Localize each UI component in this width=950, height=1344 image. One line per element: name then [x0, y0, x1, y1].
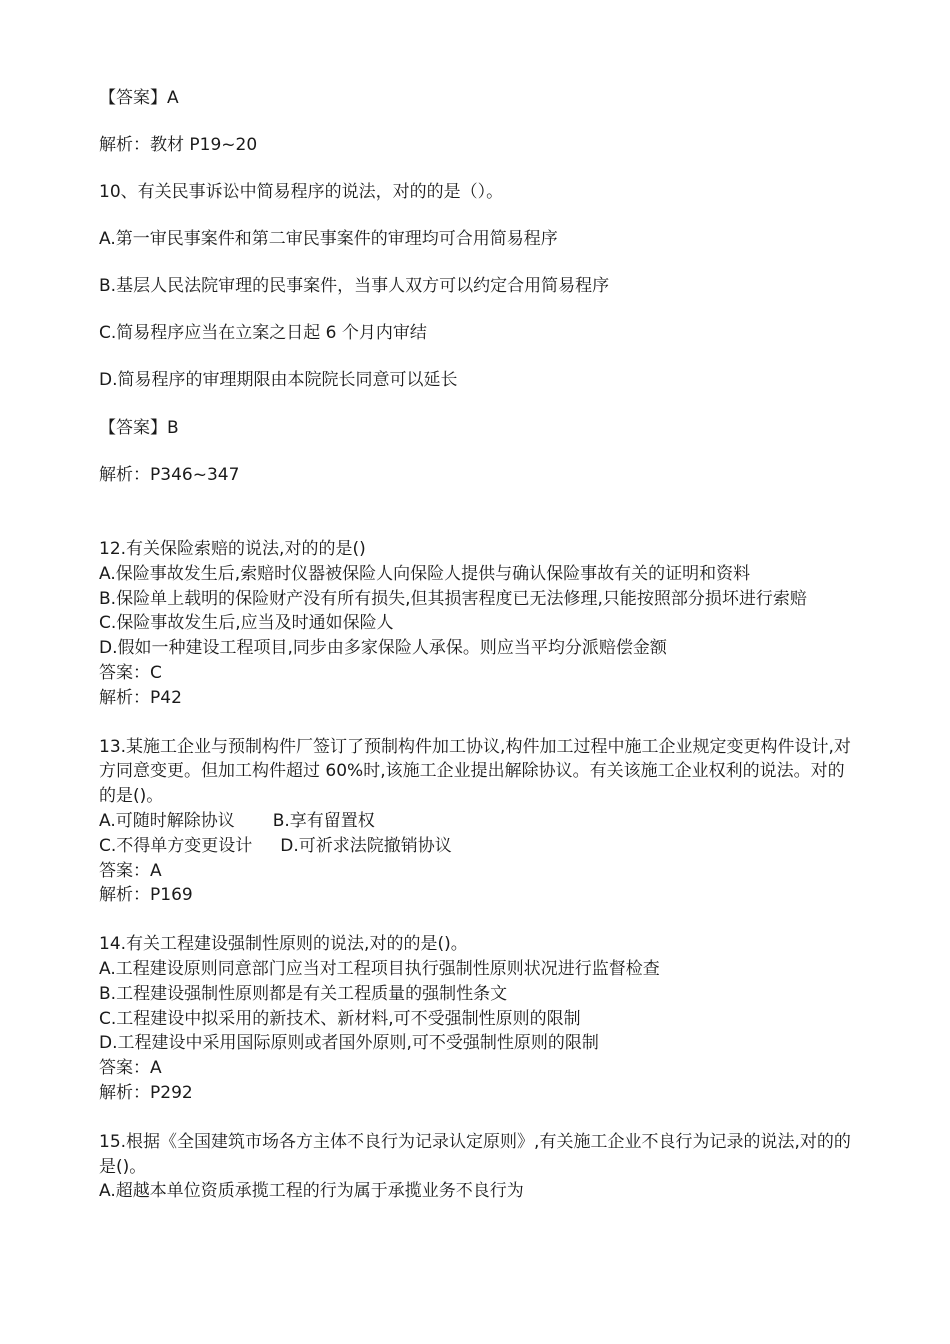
question-13-options-row-2 — [99, 834, 859, 859]
questions-section — [99, 537, 859, 1228]
answer-label: 【答案】A — [99, 88, 179, 108]
question-12-option-c: C.保险事故发生后,应当及时通如保险人 — [99, 613, 394, 634]
question-10-analysis: 解析：P346~347 — [99, 465, 240, 485]
question-13-option-d: D.可祈求法院撤销协议 — [280, 835, 452, 856]
question-14-option-c: C.工程建设中拟采用的新技术、新材料,可不受强制性原则的限制 — [99, 1008, 581, 1029]
question-13-analysis: 解析：P169 — [99, 885, 193, 906]
question-12-answer: 答案：C — [99, 662, 162, 683]
question-13 — [99, 735, 859, 909]
question-12-option-a: A.保险事故发生后,索赔时仪器被保险人向保险人提供与确认保险事故有关的证明和资料 — [99, 563, 751, 584]
question-14 — [99, 932, 859, 1106]
question-12-analysis: 解析：P42 — [99, 687, 182, 708]
question-14-analysis: 解析：P292 — [99, 1082, 193, 1103]
question-13-options-row-1 — [99, 809, 859, 834]
question-14-option-d: D.工程建设中采用国际原则或者国外原则,可不受强制性原则的限制 — [99, 1033, 599, 1054]
question-14-option-b: B.工程建设强制性原则都是有关工程质量的强制性条文 — [99, 983, 508, 1004]
question-13-answer: 答案：A — [99, 860, 162, 881]
question-14-stem: 14.有关工程建设强制性原则的说法,对的的是()。 — [99, 934, 468, 955]
question-13-option-a: A.可随时解除协议 — [99, 810, 235, 831]
question-10-option-c: C.简易程序应当在立案之日起 6 个月内审结 — [99, 323, 427, 343]
question-10-option-a: A.第一审民事案件和第二审民事案件的审理均可合用简易程序 — [99, 229, 558, 249]
question-15-stem: 15.根据《全国建筑市场各方主体不良行为记录认定原则》,有关施工企业不良行为记录的说法,对的的是()。 — [99, 1131, 851, 1177]
question-14-option-a: A.工程建设原则同意部门应当对工程项目执行强制性原则状况进行监督检查 — [99, 958, 660, 979]
question-10-stem: 10、有关民事诉讼中简易程序的说法，对的的是（）。 — [99, 182, 504, 202]
question-12-option-b: B.保险单上载明的保险财产没有所有损失,但其损害程度已无法修理,只能按照部分损坏进行索赔 — [99, 588, 807, 609]
question-13-option-b: B.享有留置权 — [272, 810, 375, 831]
question-15-option-a: A.超越本单位资质承揽工程的行为属于承揽业务不良行为 — [99, 1181, 524, 1202]
question-12 — [99, 537, 859, 711]
question-10-answer: 【答案】B — [99, 418, 179, 438]
question-13-option-c: C.不得单方变更设计 — [99, 835, 253, 856]
question-13-stem: 13.某施工企业与预制构件厂签订了预制构件加工协议,构件加工过程中施工企业规定变更构件设计,对方同意变更。但加工构件超过 60%时,该施工企业提出解除协议。有关该施工企业权利的说法。对的的是()。 — [99, 736, 851, 807]
question-12-option-d: D.假如一种建设工程项目,同步由多家保险人承保。则应当平均分派赔偿金额 — [99, 638, 667, 659]
question-10-option-d: D.简易程序的审理期限由本院院长同意可以延长 — [99, 370, 458, 390]
question-14-answer: 答案：A — [99, 1058, 162, 1079]
question-10-option-b: B.基层人民法院审理的民事案件，当事人双方可以约定合用简易程序 — [99, 276, 610, 296]
question-15 — [99, 1130, 859, 1204]
analysis-text: 解析：教材 P19~20 — [99, 135, 258, 155]
question-12-stem: 12.有关保险索赔的说法,对的的是() — [99, 539, 366, 559]
